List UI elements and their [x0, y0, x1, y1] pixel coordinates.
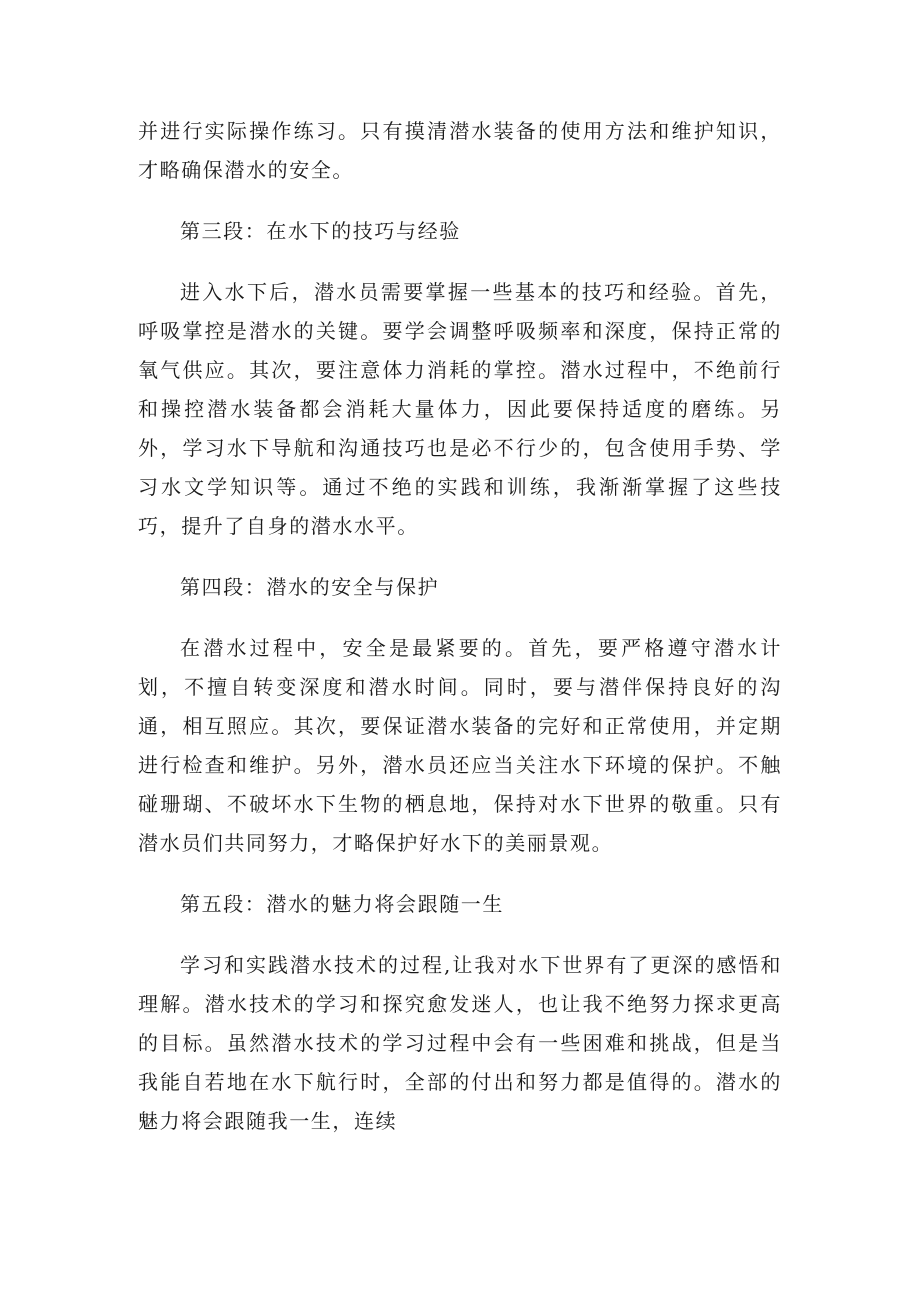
paragraph-continued: 并进行实际操作练习。只有摸清潜水装备的使用方法和维护知识，才略确保潜水的安全。	[138, 119, 782, 182]
paragraph-section-3: 进入水下后，潜水员需要掌握一些基本的技巧和经验。首先，呼吸掌控是潜水的关键。要学会调整呼吸频率和深度，保持正常的氧气供应。其次，要注意体力消耗的掌控。潜水过程中，不绝前行和操控潜水装备都会消耗大量体力，因此要保持适度的磨练。另外，学习水下导航和沟通技巧也是必不行少的，包含使用手势、学习水文学知识等。通过不绝的实践和训练，我渐渐掌握了这些技巧，提升了自身的潜水水平。	[138, 280, 782, 538]
paragraph-section-4: 在潜水过程中，安全是最紧要的。首先，要严格遵守潜水计划，不擅自转变深度和潜水时间。同时，要与潜伴保持良好的沟通，相互照应。其次，要保证潜水装备的完好和正常使用，并定期进行检查和维护。另外，潜水员还应当关注水下环境的保护。不触碰珊瑚、不破坏水下生物的栖息地，保持对水下世界的敬重。只有潜水员们共同努力，才略保护好水下的美丽景观。	[138, 636, 782, 855]
section-heading-3: 第三段：在水下的技巧与经验	[180, 219, 461, 243]
paragraph-section-5: 学习和实践潜水技术的过程,让我对水下世界有了更深的感悟和理解。潜水技术的学习和探究愈发迷人，也让我不绝努力探求更高的目标。虽然潜水技术的学习过程中会有一些困难和挑战，但是当我能自若地在水下航行时，全部的付出和努力都是值得的。潜水的魅力将会跟随我一生，连续	[138, 953, 782, 1133]
document-body	[138, 112, 782, 1163]
section-heading-5: 第五段：潜水的魅力将会跟随一生	[180, 892, 504, 916]
section-heading-4: 第四段：潜水的安全与保护	[180, 575, 440, 599]
